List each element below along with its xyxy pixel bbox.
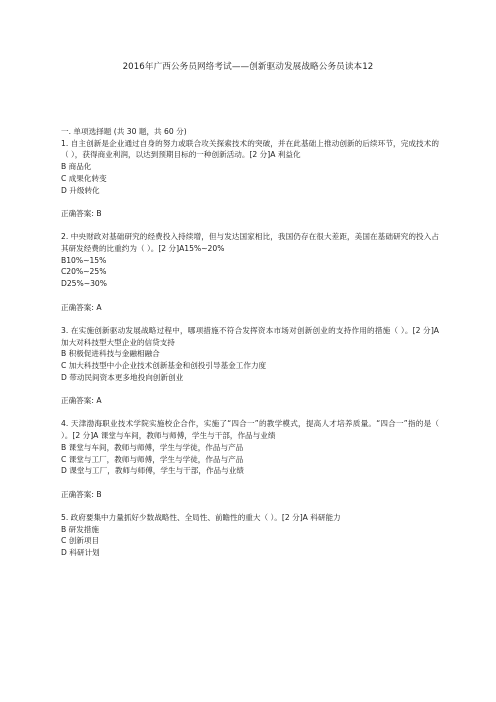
- answer-option: C20%~25%: [61, 267, 107, 277]
- question-item: [61, 138, 439, 232]
- section-header: 一. 单项选择题 (共 30 题，共 60 分): [61, 127, 187, 136]
- answer-option: C 课堂与工厂，教师与师傅，学生与学徒，作品与产品: [61, 454, 244, 464]
- document-title: 2016年广西公务员网络考试——创新驱动发展战略公务员读本12: [122, 62, 374, 72]
- answer-option: C 创新项目: [61, 536, 100, 546]
- correct-answer: 正确答案: A: [61, 302, 102, 312]
- question-stem: 2. 中央财政对基础研究的经费投入持续增，但与发达国家相比，我国仍存在很大差距，美国在基础研究的投入占其研发经费的比重约为（ ）。[2 分]A15%~20%: [61, 232, 439, 253]
- answer-option: B 商品化: [61, 162, 92, 172]
- correct-answer: 正确答案: A: [61, 396, 102, 406]
- answer-option: B 课堂与车间，教师与师傅，学生与学徒，作品与产品: [61, 442, 244, 452]
- answer-option: B 研发措施: [61, 524, 99, 534]
- question-item: [61, 231, 439, 325]
- answer-option: D 课堂与工厂，教师与师傅，学生与干部，作品与业绩: [61, 466, 244, 476]
- answer-option: B10%~15%: [61, 255, 107, 265]
- answer-option: C 成果化转变: [61, 173, 107, 183]
- question-item: [61, 418, 439, 512]
- question-item: [61, 325, 439, 419]
- correct-answer: 正确答案: B: [61, 489, 102, 499]
- answer-option: D 升级转化: [61, 185, 100, 195]
- answer-option: B 积极促进科技与金融相融合: [61, 349, 160, 359]
- correct-answer: 正确答案: B: [61, 208, 102, 218]
- question-item: [61, 512, 439, 559]
- question-stem: 4. 天津渤海职业技术学院实施校企合作，实施了“四合一”的教学模式，提高人才培养质量。“四合一”指的是（ ）。[2 分]A 课堂与车间，教师与师傅，学生与干部，作品与业绩: [61, 419, 439, 441]
- answer-option: D 科研计划: [61, 548, 100, 558]
- answer-option: D25%~30%: [61, 279, 107, 289]
- question-stem: 5. 政府要集中力量抓好少数战略性、全局性、前瞻性的重大（ ）。[2 分]A 科研能力: [61, 513, 341, 523]
- answer-option: D 带动民间资本更多地投向创新创业: [61, 372, 184, 382]
- question-list: [61, 126, 439, 559]
- question-stem: 1. 自主创新是企业通过自身的努力或联合攻关探索技术的突破，并在此基础上推动创新的后续环节，完成技术的（ ），获得商业利润，以达到预期目标的一种创新活动。[2 分]A 利益化: [61, 138, 439, 160]
- answer-option: C 加大科技型中小企业技术创新基金和创投引导基金工作力度: [61, 361, 267, 370]
- question-stem: 3. 在实施创新驱动发展战略过程中，哪项措施不符合发挥资本市场对创新创业的支持作用的措施（ ）。[2 分]A 加大对科技型大型企业的信贷支持: [61, 325, 439, 347]
